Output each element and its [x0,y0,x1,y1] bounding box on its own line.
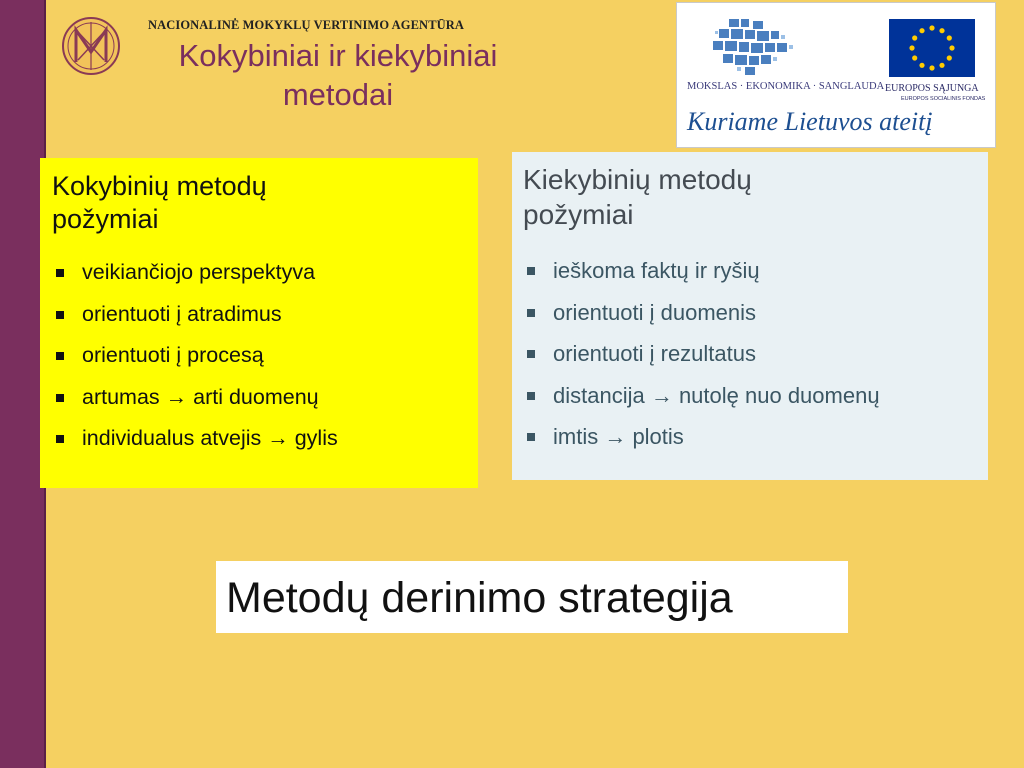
list-item-text: orientuoti į atradimus [82,301,282,326]
qualitative-list [52,252,464,460]
eu-fund-name: EUROPOS SOCIALINIS FONDAS [901,96,986,102]
list-item-text: artumas → arti duomenų [82,384,319,409]
list-item-text: imtis → plotis [553,424,684,449]
slide-title-line2: metodai [282,77,394,112]
organization-name: NACIONALINĖ MOKYKLŲ VERTINIMO AGENTŪRA [148,18,465,32]
list-item [523,333,976,375]
square-bullet-icon [527,309,535,317]
partner-logos-banner [676,2,996,148]
list-item [52,252,464,294]
quantitative-list [523,250,976,458]
msl-logo-text: MOKSLAS · EKONOMIKA · SANGLAUDA [687,81,885,92]
qualitative-title [52,170,464,236]
list-item [52,377,464,419]
list-item-text: ieškoma faktų ir ryšių [553,258,760,283]
list-item [523,292,976,334]
list-item-text: distancija → nutolę nuo duomenų [553,382,880,408]
slide-title-line1: Kokybiniai ir kiekybiniai [178,38,498,73]
quantitative-title [523,162,976,232]
list-item [523,250,976,292]
square-bullet-icon [527,433,535,441]
square-bullet-icon [56,269,64,277]
qualitative-title-line1: Kokybinių metodų [52,171,267,201]
slide-title [126,36,550,114]
list-item-text: orientuoti į procesą [82,343,264,367]
list-item [523,416,976,458]
lithuania-mosaic-logo [709,17,805,77]
eu-flag-icon [889,19,975,77]
list-item-text: orientuoti į rezultatus [553,341,756,366]
list-item [523,375,976,417]
eu-name: EUROPOS SĄJUNGA [885,83,979,94]
qualitative-title-line2: požymiai [52,204,159,234]
callout-strategy: Metodų derinimo strategija [216,561,848,633]
list-item [52,335,464,377]
square-bullet-icon [527,392,535,400]
list-item-text: individualus atvejis → gylis [82,426,338,450]
list-item [52,418,464,460]
list-item [52,294,464,336]
square-bullet-icon [56,311,64,319]
list-item-text: orientuoti į duomenis [553,299,757,325]
square-bullet-icon [527,267,535,275]
list-item-text: veikiančiojo perspektyva [82,260,316,284]
quantitative-title-line1: Kiekybinių metodų [523,164,752,195]
slogan: Kuriame Lietuvos ateitį [687,107,933,136]
square-bullet-icon [527,350,535,358]
square-bullet-icon [56,394,64,402]
square-bullet-icon [56,435,64,443]
nmva-monogram-logo [54,12,128,80]
qualitative-panel [40,158,478,488]
square-bullet-icon [56,352,64,360]
quantitative-title-line2: požymiai [523,199,634,230]
quantitative-panel [512,152,988,480]
